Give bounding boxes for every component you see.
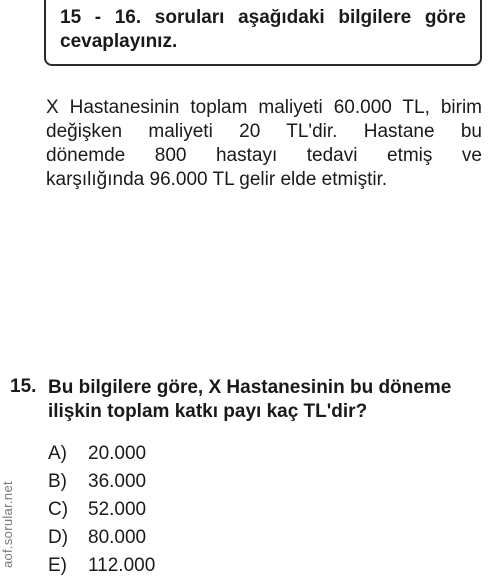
option-e[interactable] — [48, 552, 155, 580]
option-letter: A) — [48, 443, 67, 464]
option-value: 52.000 — [88, 499, 147, 520]
option-letter: B) — [48, 471, 67, 492]
option-d[interactable] — [48, 524, 155, 552]
info-line: karşılığında 96.000 TL gelir elde etmiştir. — [46, 169, 388, 190]
option-letter: C) — [48, 499, 69, 520]
info-paragraph — [46, 96, 482, 192]
option-c[interactable] — [48, 496, 155, 524]
question-number: 15. — [10, 376, 37, 397]
watermark: aof.sorular.net — [0, 481, 15, 568]
info-line: X Hastanesinin toplam maliyeti 60.000 TL, birim — [46, 97, 482, 118]
instruction-box — [44, 0, 482, 66]
option-b[interactable] — [48, 468, 155, 496]
info-line: dönemde 800 hastayı tedavi etmiş ve — [46, 145, 482, 166]
option-value: 20.000 — [88, 443, 147, 464]
question-text: Bu bilgilere göre, X Hastanesinin bu döneme ilişkin toplam katkı payı kaç TL'dir? — [48, 377, 452, 422]
instruction-text: 15 - 16. soruları aşağıdaki bilgilere göre cevaplayınız. — [60, 7, 466, 52]
option-value: 80.000 — [88, 527, 147, 548]
option-letter: D) — [48, 527, 69, 548]
option-value: 112.000 — [88, 555, 156, 576]
option-value: 36.000 — [88, 471, 147, 492]
option-letter: E) — [48, 555, 67, 576]
info-line: değişken maliyeti 20 TL'dir. Hastane bu — [46, 121, 482, 142]
option-a[interactable] — [48, 440, 155, 468]
answer-options — [48, 440, 155, 580]
